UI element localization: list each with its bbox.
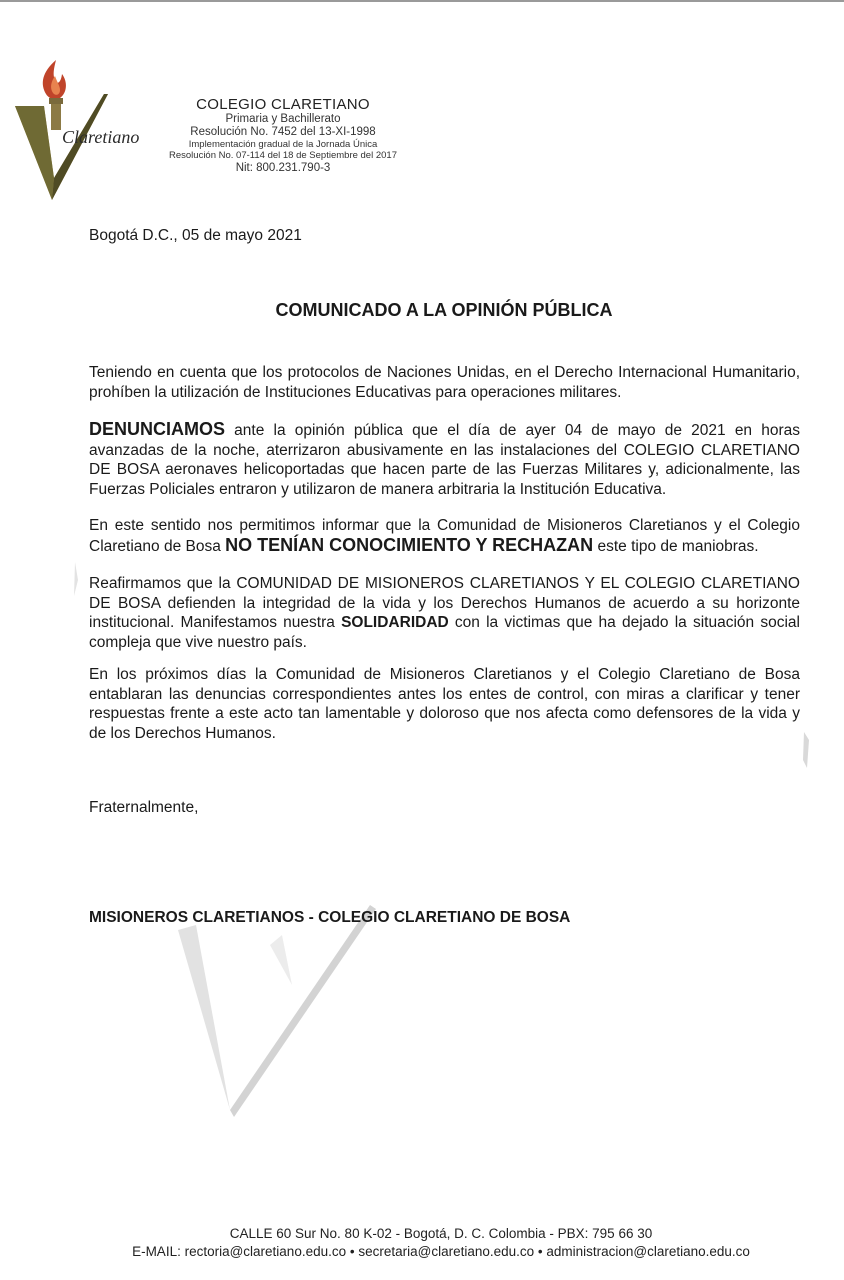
scan-artifact-icon (800, 730, 820, 780)
paragraph-2 (89, 420, 800, 499)
letter-footer (0, 1225, 844, 1261)
school-logo (12, 58, 142, 206)
footer-address: CALLE 60 Sur No. 80 K-02 - Bogotá, D. C. Colombia - PBX: 795 66 30 (229, 1226, 653, 1241)
letter-date: Bogotá D.C., 05 de mayo 2021 (89, 227, 302, 244)
v-watermark-icon (170, 905, 380, 1120)
implementation-line: Implementación gradual de la Jornada Única (188, 138, 378, 150)
paragraph-4 (89, 574, 800, 652)
denunciamos-lead: DENUNCIAMOS (89, 419, 226, 439)
paragraph-4-end: con la victimas que ha dejado la situación social compleja que vive nuestro país. (89, 614, 800, 651)
scan-top-edge (0, 0, 844, 2)
paragraph-1 (89, 363, 800, 402)
signature-line: MISIONEROS CLARETIANOS - COLEGIO CLARETIANO DE BOSA (89, 909, 571, 926)
resolution-line-2: Resolución No. 07-114 del 18 de Septiembre del 2017 (169, 149, 397, 161)
paragraph-2-text: ante la opinión pública que el día de ayer 04 de mayo de 2021 en horas avanzadas de la noche, aterrizaron abusivamente en las instalaciones del COLEGIO CLARETIANO DE BOSA aeronaves helicoportadas que hacen parte de las Fuerzas Militares y, adicionalmente, las Fuerzas Policiales entraron y utilizaron de manera arbitraria la Institución Educativa. (89, 422, 800, 498)
solidaridad-emphasis: SOLIDARIDAD (341, 614, 449, 631)
school-name: COLEGIO CLARETIANO (196, 96, 370, 113)
paragraph-3-end: este tipo de maniobras. (593, 537, 759, 555)
paragraph-3-start: En este sentido nos permitimos informar que la Comunidad de Misioneros Claretianos y el Colegio Claretiano de Bosa (89, 517, 800, 555)
paragraph-1-text: Teniendo en cuenta que los protocolos de Naciones Unidas, en el Derecho Internacional Humanitario, prohíben la utilización de Instituciones Educativas para operaciones militares. (89, 364, 800, 401)
footer-emails: E-MAIL: rectoria@claretiano.edu.co • secretaria@claretiano.edu.co • administracion@claretiano.edu.co (132, 1244, 750, 1259)
paragraph-4-start: Reafirmamos que la COMUNIDAD DE MISIONEROS CLARETIANOS Y EL COLEGIO CLARETIANO DE BOSA defienden la integridad de la vida y los Derechos Humanos de acuerdo a su horizonte institucional. Manifestamos nuestra (89, 575, 800, 631)
paragraph-5 (89, 665, 800, 743)
closing-salutation: Fraternalmente, (89, 799, 199, 816)
scan-artifact-icon (70, 560, 80, 600)
paragraph-3 (89, 516, 800, 556)
nit-line: Nit: 800.231.790-3 (235, 161, 331, 174)
logo-wordmark: Claretiano (62, 127, 140, 147)
resolution-line: Resolución No. 7452 del 13-XI-1998 (190, 126, 376, 139)
document-title: COMUNICADO A LA OPINIÓN PÚBLICA (275, 300, 613, 320)
paragraph-5-text: En los próximos días la Comunidad de Misioneros Claretianos y el Colegio Claretiano de Bosa entablaran las denuncias correspondientes antes los entes de control, con miras a clarificar y tener respuestas frente a este acto tan lamentable y doloroso que nos afecta como defensores de la vida y de los Derechos Humanos. (89, 666, 800, 742)
paragraph-3-emphasis: NO TENÍAN CONOCIMIENTO Y RECHAZAN (225, 534, 594, 555)
letterhead (160, 96, 406, 175)
school-level: Primaria y Bachillerato (225, 113, 341, 126)
